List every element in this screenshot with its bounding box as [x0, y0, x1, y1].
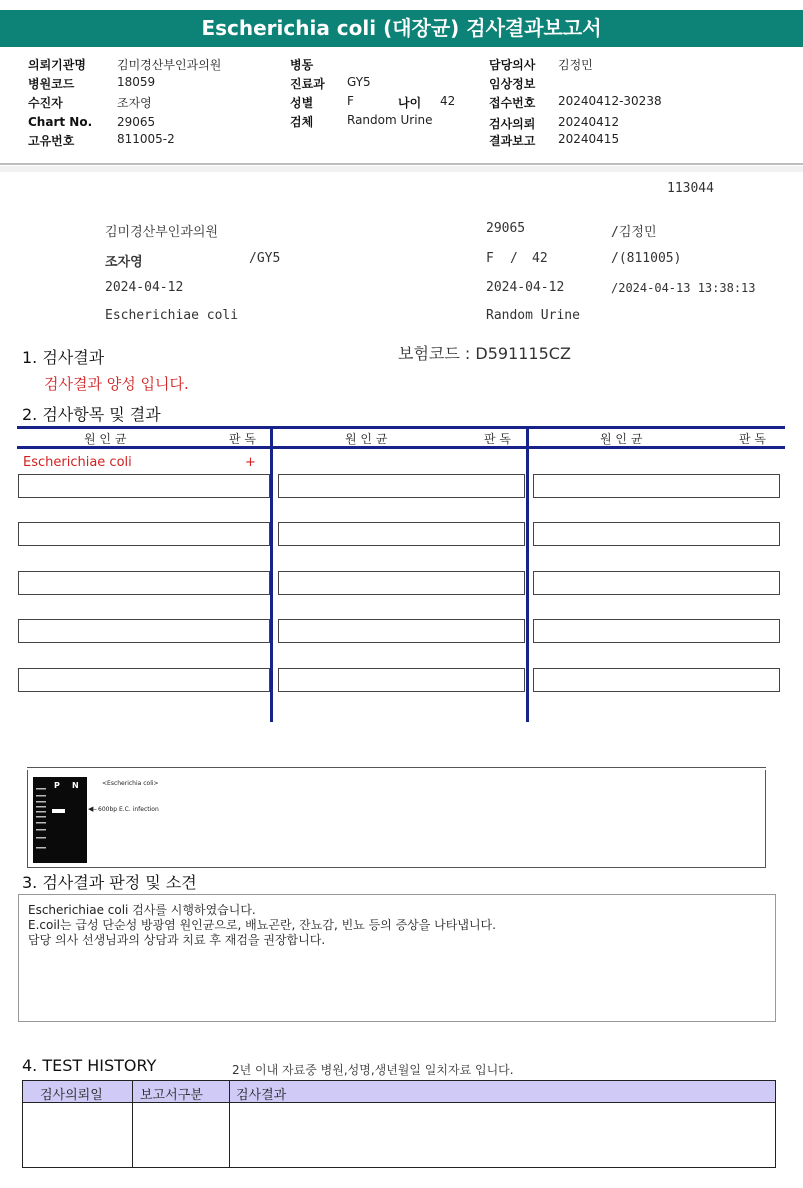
gel-lane-p: P [54, 781, 60, 790]
result-cell [533, 571, 780, 595]
result-cell [18, 571, 270, 595]
result-judgement: + [245, 455, 256, 470]
header-divider [0, 163, 803, 165]
gel-svg [33, 777, 87, 863]
value-specimen: Random Urine [347, 113, 433, 127]
opinion-line-1: Escherichiae coli 검사를 시행하였습니다. [28, 903, 256, 917]
info-date2: 2024-04-12 [486, 280, 565, 295]
label-hospital-code: 병원코드 [28, 77, 75, 91]
history-note: 2년 이내 자료중 병원,성명,생년월일 일치자료 입니다. [232, 1063, 514, 1077]
col-header-organism-2: 원 인 균 [345, 432, 388, 446]
header-shadow [0, 166, 803, 172]
value-doctor: 김정민 [558, 58, 593, 72]
result-cell [278, 668, 525, 692]
result-cell [278, 474, 525, 498]
section1-title: 1. 검사결과 [22, 348, 105, 367]
label-age: 나이 [398, 96, 422, 110]
value-patient: 조자영 [117, 96, 152, 110]
opinion-box [18, 894, 776, 1022]
info-slash: / [510, 251, 518, 266]
history-table-header [23, 1081, 775, 1103]
table-divider-2 [526, 426, 529, 722]
value-result-report: 20240415 [558, 132, 620, 146]
value-requesting-org: 김미경산부인과의원 [117, 58, 222, 72]
gel-band-note: 600bp E.C. infection [98, 806, 159, 813]
value-test-request: 20240412 [558, 115, 620, 129]
result-cell [18, 522, 270, 546]
table-header-rule [17, 446, 785, 449]
col-header-organism-1: 원 인 균 [84, 432, 127, 446]
col-header-judgement-3: 판 독 [739, 432, 766, 446]
value-receipt-no: 20240412-30238 [558, 94, 662, 108]
result-cell [533, 619, 780, 643]
label-requesting-org: 의뢰기관명 [28, 58, 86, 72]
result-cell [278, 571, 525, 595]
value-chart-no: 29065 [117, 115, 156, 129]
label-department: 진료과 [290, 77, 325, 91]
info-test: Escherichiae coli [105, 308, 239, 323]
col-header-judgement-1: 판 독 [229, 432, 256, 446]
info-specimen: Random Urine [486, 308, 580, 323]
info-id: /(811005) [611, 251, 682, 266]
label-sex: 성별 [290, 96, 314, 110]
info-patient: 조자영 [105, 255, 143, 270]
result-cell [18, 619, 270, 643]
report-number: 113044 [667, 181, 714, 196]
gel-title-label: <Escherichia coli> [102, 780, 159, 787]
value-department: GY5 [347, 75, 371, 89]
label-chart-no: Chart No. [28, 115, 93, 129]
gel-lane-n: N [72, 781, 79, 790]
info-dept: /GY5 [249, 251, 281, 266]
label-result-report: 결과보고 [489, 134, 536, 148]
history-table [22, 1080, 776, 1168]
result-organism: Escherichiae coli [23, 455, 132, 470]
label-unique-no: 고유번호 [28, 134, 75, 148]
label-specimen: 검체 [290, 115, 314, 129]
section2-title: 2. 검사항목 및 결과 [22, 405, 161, 424]
value-age: 42 [440, 94, 456, 108]
section3-title: 3. 검사결과 판정 및 소견 [22, 873, 197, 892]
gel-electrophoresis-image [33, 777, 87, 863]
result-cell [278, 619, 525, 643]
history-col-report-type: 보고서구분 [140, 1088, 203, 1103]
header-info [0, 48, 803, 166]
result-cell [533, 474, 780, 498]
gel-top-rule [27, 767, 766, 768]
insurance-code: 보험코드 : D591115CZ [398, 344, 571, 363]
info-hospital: 김미경산부인과의원 [105, 225, 219, 240]
positive-band [52, 809, 65, 813]
table-divider-1 [270, 426, 273, 722]
label-receipt-no: 접수번호 [489, 96, 536, 110]
label-test-request: 검사의뢰 [489, 117, 536, 131]
positive-result: 검사결과 양성 입니다. [44, 375, 189, 393]
table-top-rule [17, 426, 785, 429]
result-cell [533, 522, 780, 546]
report-title: Escherichia coli (대장균) 검사결과보고서 [0, 10, 803, 47]
result-cell [278, 522, 525, 546]
label-doctor: 담당의사 [489, 58, 536, 72]
opinion-line-3: 담당 의사 선생님과의 상담과 치료 후 재검을 권장합니다. [28, 933, 326, 947]
value-unique-no: 811005-2 [117, 132, 175, 146]
result-cell [533, 668, 780, 692]
info-doctor: /김정민 [611, 225, 657, 240]
history-col-result: 검사결과 [236, 1088, 287, 1103]
info-datetime: /2024-04-13 13:38:13 [611, 281, 756, 295]
history-col-divider-1 [132, 1081, 133, 1167]
info-chart: 29065 [486, 221, 526, 236]
result-cell [18, 474, 270, 498]
label-patient: 수진자 [28, 96, 63, 110]
info-age: 42 [532, 251, 548, 266]
value-sex: F [347, 94, 354, 108]
gel-arrow-icon: ◀– [88, 805, 97, 813]
value-hospital-code: 18059 [117, 75, 156, 89]
info-sex: F [486, 251, 494, 266]
label-clinical-info: 임상정보 [489, 77, 536, 91]
history-col-divider-2 [229, 1081, 230, 1167]
label-ward: 병동 [290, 58, 314, 72]
opinion-line-2: E.coil는 급성 단순성 방광염 원인균으로, 배뇨곤란, 잔뇨감, 빈뇨 등의 증상을 나타냅니다. [28, 918, 496, 932]
history-col-request-date: 검사의뢰일 [40, 1088, 103, 1103]
section4-title: 4. TEST HISTORY [22, 1056, 157, 1075]
col-header-organism-3: 원 인 균 [600, 432, 643, 446]
col-header-judgement-2: 판 독 [484, 432, 511, 446]
info-date1: 2024-04-12 [105, 280, 184, 295]
result-cell [18, 668, 270, 692]
